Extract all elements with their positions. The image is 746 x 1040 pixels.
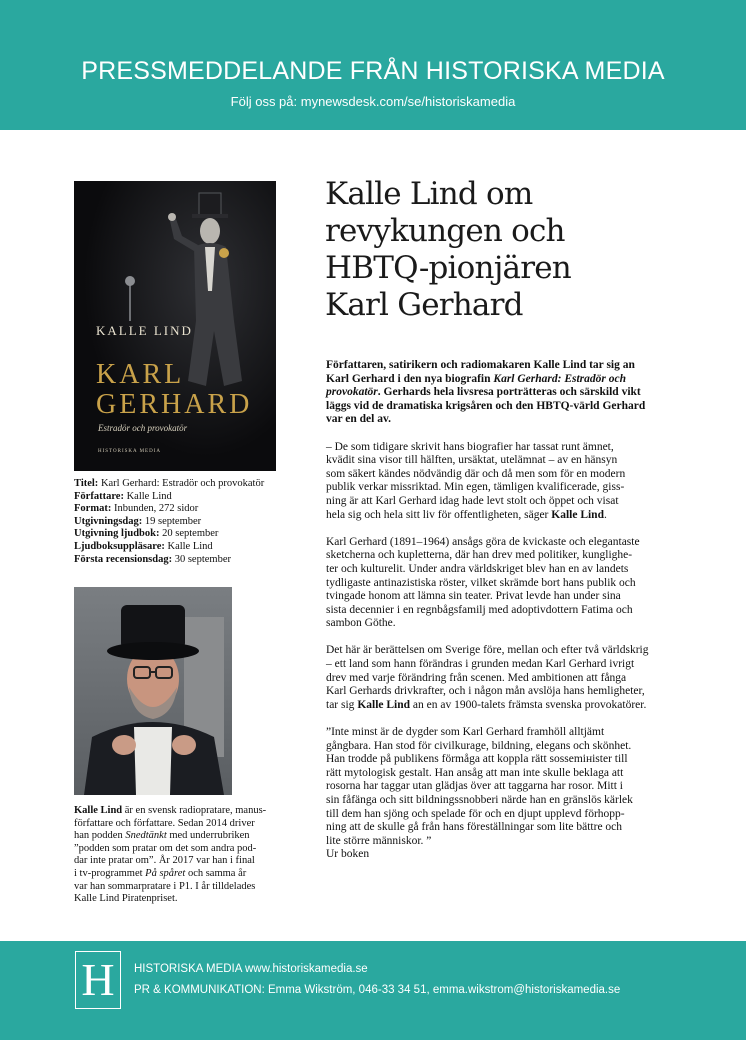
fact-row (74, 554, 294, 567)
header-title: PRESSMEDDELANDE FRÅN HISTORISKA MEDIA (81, 57, 665, 85)
footer-company: HISTORISKA MEDIA www.historiskamedia.se (134, 963, 368, 975)
headline-line: Kalle Lind om (325, 176, 533, 212)
story-paragraph: Det här är berättelsen om Sverige före, mellan och efter två världskrig – ett land som hann förändras i grunden medan Karl Gerhard ivrigt drev med varje förändring från scenen. Med ambitionen att fånga Karl Gerhards drivkrafter, och i någon mån avslöja hans hemligheter, tar sig Kalle Lind an en av 1900-talets främsta svenska provokatörer. (326, 644, 649, 711)
author-photo (74, 587, 232, 795)
fact-label: Utgivningsdag: (74, 515, 143, 527)
headline (325, 176, 655, 324)
footer-contact: PR & KOMMUNIKATION: Emma Wikström, 046-33 34 51, emma.wikstrom@historiskamedia.se (134, 984, 621, 996)
headline-line: revykungen och (325, 213, 565, 249)
fact-label: Ljudboksuppläsare: (74, 540, 165, 552)
fact-label: Första recensionsdag: (74, 553, 173, 565)
fact-row (74, 541, 294, 554)
fact-value: Kalle Lind (123, 490, 172, 502)
bio-line: dar inte pratar om”. År 2017 var han i final (74, 855, 255, 867)
fact-value: Kalle Lind (164, 540, 213, 552)
fact-value: Karl Gerhard: Estradör och provokatör (98, 478, 265, 489)
cover-publisher: HISTORISKA MEDIA (98, 449, 161, 454)
bio-line: Kalle Lind är en svensk radiopratare, manus- (74, 805, 267, 816)
book-cover (74, 181, 276, 471)
bio-line: ”podden som pratar om det som andra pod- (74, 842, 257, 854)
headline-line: Karl Gerhard (325, 287, 523, 323)
lead-paragraph: Författaren, satirikern och radiomakaren Kalle Lind tar sig an Karl Gerhard i den nya biografin Karl Gerhard: Estradör och provokatör. Gerhards hela livsresa porträtteras och särskild vikt läggs vid de dramatiska krigsåren och den HBTQ-värld Gerhard var en del av. (326, 359, 646, 426)
fact-row (74, 528, 294, 541)
press-footer (0, 941, 746, 1040)
quote-paragraph: – De som tidigare skrivit hans biografier har tassat runt ämnet, kvädit sina visor till hälften, ursäktat, utelämnat – av en hänsyn som säkert kändes nödvändig där och då men som för en modern publik verkar missriktad. Min egen, tämligen kvalificerade, giss- ning är att Karl Gerhard idag hade levt stolt och öppet och visat hela sig och hela sitt liv för offentligheten, säger Kalle Lind. (326, 440, 626, 521)
bio-line: i tv-programmet På spåret och samma år (74, 867, 247, 879)
bio-line: författare och författare. Sedan 2014 driver (74, 817, 255, 829)
history-paragraph: Karl Gerhard (1891–1964) ansågs göra de kvickaste och elegantaste sketcherna och kupletterna, där han drev med politiker, kunglighe- ter och kulturelit. Under andra världskriget blev han en av landets tydligaste antinazistiska röster, vilket skrämde bort hans publik och tvingade honom att lämna sin teater. Privat levde han under sina sista decennier i en regnbågsfamilj med adoptivdottern Fatima och sambon Göthe. (326, 535, 640, 630)
book-facts (74, 478, 294, 566)
fact-value: 20 september (159, 528, 219, 540)
article-body (326, 359, 676, 876)
fact-label: Format: (74, 503, 112, 515)
citation-paragraph: ”Inte minst är de dygder som Karl Gerhard framhöll alltjämt gångbara. Han stod för civilkurage, bildning, elegans och skönhet. Han trodde på publikens förmåga att koppla rätt sossemінister till rätt mytologisk gestalt. Han ansåg att man inte skulle beklaga att rosorna har taggar utan glädjas över att taggarna har rosor. Mitt i sin fåfänga och sitt bildningssnobberi närde han en gränslös kärlek till dem han sjöng och spelade för och en djupt upplevd förhopp- ning att de skulle gå från hans föreställningar som lite bättre och lite större människor. ” Ur boken (326, 726, 633, 861)
cover-subtitle: Estradör och provokatör (98, 423, 188, 433)
logo-letter: H (81, 954, 115, 1005)
fact-label: Utgivning ljudbok: (74, 528, 160, 540)
cover-title-line2: GERHARD (96, 389, 253, 420)
bio-line: Kalle Lind Piratenpriset. (74, 893, 178, 905)
fact-row (74, 478, 294, 491)
header-follow-link[interactable]: Följ oss på: mynewsdesk.com/se/historiskamedia (230, 94, 516, 109)
cover-author: KALLE LIND (96, 323, 193, 338)
fact-row (74, 516, 294, 529)
author-portrait-illustration (74, 587, 232, 795)
bio-line: han podden Snedtänkt med underrubriken (74, 830, 250, 842)
bio-line: var han sommarpratare i P1. I år tilldelades (74, 880, 256, 892)
cover-title-line1: KARL (96, 359, 185, 390)
historiska-media-logo (75, 951, 121, 1009)
fact-value: 30 september (172, 553, 231, 565)
headline-line: HBTQ-pionjären (325, 250, 571, 286)
fact-value: 19 september (142, 515, 202, 527)
fact-label: Författare: (74, 490, 124, 502)
fact-row (74, 491, 294, 504)
footer-website-link[interactable]: www.historiskamedia.se (241, 963, 368, 975)
fact-row (74, 503, 294, 516)
fact-label: Titel: (74, 478, 99, 489)
fact-value: Inbunden, 272 sidor (111, 503, 199, 515)
press-header (0, 0, 746, 130)
author-bio (74, 805, 294, 906)
